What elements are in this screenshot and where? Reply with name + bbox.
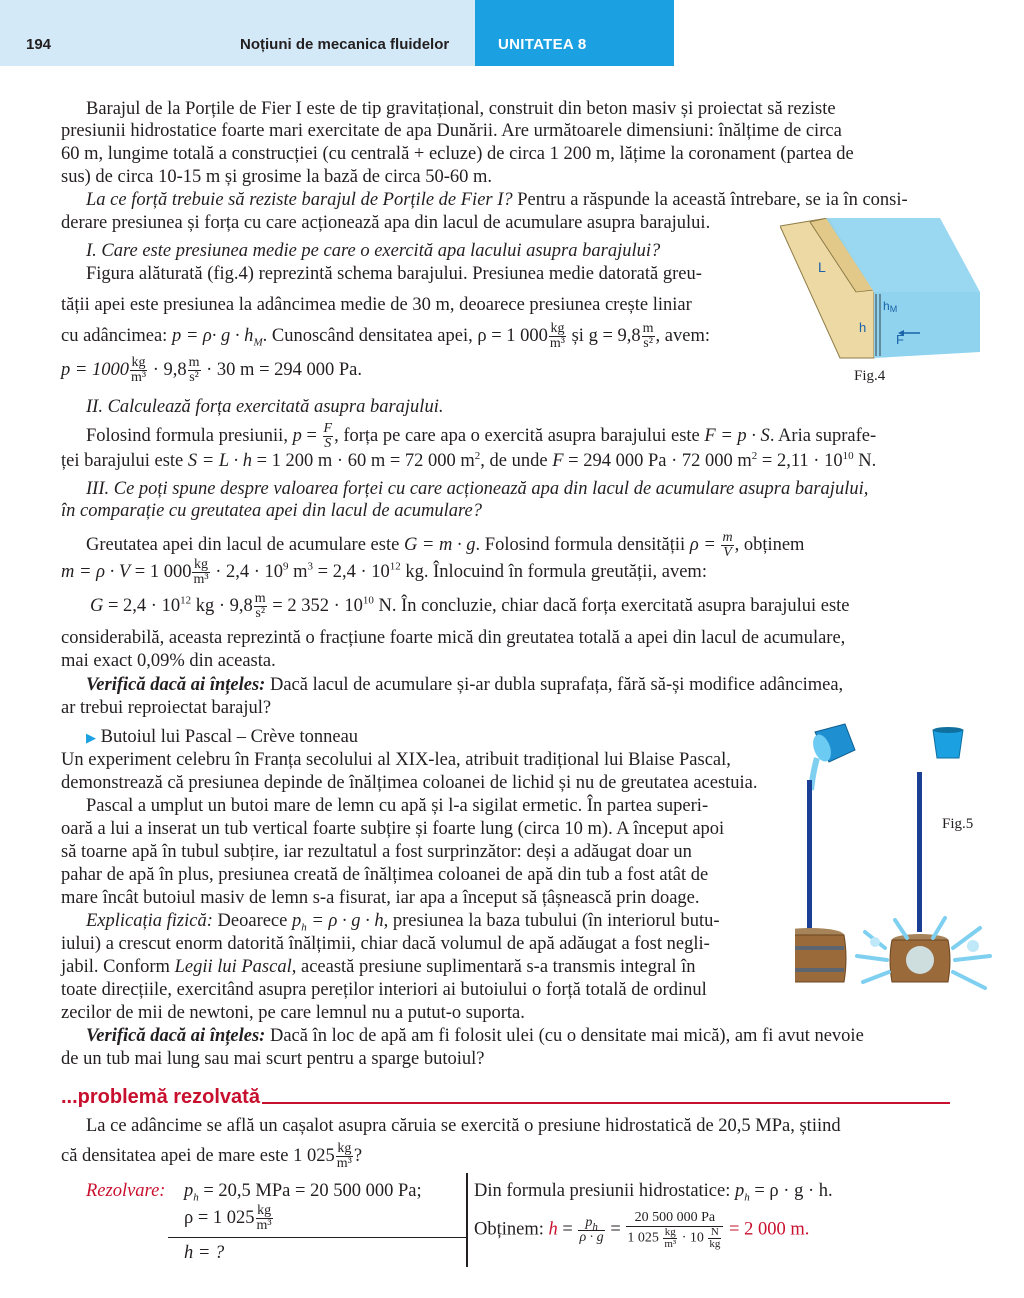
text-line: mare încât butoiul masiv de lemn s-a fisurat, iar apa a început să țâșnească prin doage. bbox=[61, 888, 700, 908]
text-line: cu adâncimea: $p = \rho\cdot g \cdot h_M$. Cunoscând densitatea apei, ρ = 1 000 $\frac{kg}{\text{m³}}$ și g = 9,8 $\frac{m}{\text{s²}}$ , avem: bbox=[61, 321, 710, 351]
check-question-1: Verifică dacă ai înțeles: Dacă lacul de acumulare și-ar dubla suprafața, fără să-și modifice adâncimea, bbox=[86, 675, 844, 695]
text-line: ței barajului este S = L · h = 1 200 m · 60 m = 72 000 $m^2$, de unde F = 294 000 Pa · 72 000 $m^2 = 2,11 \cdot 10^{10}$ N. bbox=[61, 449, 877, 471]
text-line: în comparație cu greutatea apei din lacul de acumulare? bbox=[61, 501, 482, 521]
page-number: 194 bbox=[26, 36, 52, 53]
text-line: Explicația fizică: Deoarece $p_h = \rho \cdot g \cdot h$, presiunea la baza tubului (în interiorul butu- bbox=[86, 911, 720, 934]
text-line: iului) a crescut enorm datorită înălțimii, chiar dacă volumul de apă adăugat a fost negli- bbox=[61, 934, 710, 954]
solution-line-2: Obținem: h = $\frac{p_h}{\rho \cdot g}$ = 20 500 000 Pa 1 025 $\frac{kg}{\text{m³}}$ · 10 $\frac{N}{kg}$ = 2 000 m. bbox=[474, 1210, 810, 1250]
text-line: ar trebui reproiectat barajul? bbox=[61, 698, 272, 718]
formula-line: p = 1000 $\frac{kg}{\text{m³}}$ · 9,8 $\frac{m}{\text{s²}}$ · 30 m = 294 000 Pa. bbox=[61, 355, 362, 385]
text-line: La ce forță trebuie să reziste barajul de Porțile de Fier I? Pentru a răspunde la această întrebare, se ia în consi- bbox=[86, 190, 908, 210]
fig4-label-h: h bbox=[859, 320, 867, 335]
text-line: m = ρ · V = 1 000 $\frac{kg}{\text{m³}}$ · $2,4 \cdot 10^9$ $m^3 = 2,4 \cdot 10^{12}$ kg. Înlocuind în formula greutății, avem: bbox=[61, 557, 707, 587]
question-2: II. Calculează forța exercitată asupra barajului. bbox=[86, 397, 444, 417]
fig4-caption: Fig.4 bbox=[854, 368, 886, 384]
text-line: pahar de apă în plus, presiunea creată de înălțimea coloanei de apă din tub a fost atât de bbox=[61, 865, 709, 885]
solution-line-1: Din formula presiunii hidrostatice: $p_h = \rho \cdot g \cdot h$. bbox=[474, 1181, 833, 1204]
fig5-caption: Fig.5 bbox=[942, 816, 974, 832]
fig4-label-L: L bbox=[818, 259, 826, 275]
fraction: $\frac{kg}{\text{m³}}$ bbox=[549, 321, 565, 351]
problem-text: că densitatea apei de mare este 1 025 $\frac{kg}{\text{m³}}$ ? bbox=[61, 1141, 363, 1171]
solution-label: Rezolvare: bbox=[86, 1181, 166, 1201]
given-1: $p_h = 20,5$ MPa = 20 500 000 Pa; bbox=[184, 1181, 422, 1204]
unit-band bbox=[475, 0, 674, 66]
header-band bbox=[0, 0, 475, 66]
text-line: Barajul de la Porțile de Fier I este de tip gravitațional, construit din beton masiv și proiectat să reziste bbox=[86, 99, 836, 119]
section-title: ...problemă rezolvată bbox=[61, 1086, 260, 1108]
question-1: I. Care este presiunea medie pe care o exercită apa lacului asupra barajului? bbox=[86, 241, 661, 261]
text-line: să toarne apă în tubul subțire, iar rezultatul a fost surprinzător: deși a adăugat doar un bbox=[61, 842, 692, 862]
solution-divider bbox=[466, 1173, 468, 1267]
text-line: considerabilă, aceasta reprezintă o fracțiune foarte mică din greutatea totală a apei din lacul de acumulare, bbox=[61, 628, 846, 648]
text-line: 60 m, lungime totală a construcției (cu centrală + ecluze) de circa 1 200 m, lățime la coronament (partea de bbox=[61, 144, 854, 164]
formula-line: $G = 2,4 \cdot 10^{12}$ kg · 9,8 $\frac{m}{\text{s²}}$ = 2 $352 \cdot 10^{10}$ N. În concluzie, chiar dacă forța exercitată asupra barajului este bbox=[90, 591, 850, 621]
bucket-icon bbox=[933, 727, 963, 758]
question-3: III. Ce poți spune despre valoarea forței cu care acționează apa din lacul de acumulare asupra barajului, bbox=[86, 479, 869, 499]
dam-figure bbox=[780, 218, 980, 364]
given-divider bbox=[168, 1237, 466, 1238]
fig4-label-hM: hM bbox=[883, 299, 898, 314]
text-line: zecilor de mii de newtoni, pe care lemnul nu a putut-o suporta. bbox=[61, 1003, 525, 1023]
given-2: ρ = 1 025 $\frac{kg}{\text{m³}}$ bbox=[184, 1203, 272, 1233]
unknown: h = ? bbox=[184, 1243, 225, 1263]
section-rule bbox=[262, 1102, 950, 1104]
text-line: sus) de circa 10-15 m și grosime la bază de circa 50-60 m. bbox=[61, 167, 493, 187]
bucket-pouring-icon bbox=[810, 724, 855, 790]
text-line: presiunii hidrostatice foarte mari exercitate de apa Dunării. Are următoarele dimensiuni: înălțime de circa bbox=[61, 121, 842, 141]
text-line: Figura alăturată (fig.4) reprezintă schema barajului. Presiunea medie datorată greu- bbox=[86, 264, 702, 284]
problem-text: La ce adâncime se află un cașalot asupra căruia se exercită o presiune hidrostatică de 20,5 MPa, știind bbox=[86, 1116, 841, 1136]
text-line: Un experiment celebru în Franța secolului al XIX-lea, atribuit tradițional lui Blaise Pascal, bbox=[61, 750, 731, 770]
text-line: Folosind formula presiunii, p = $\frac{F}{S}$ , forța pe care apa o exercită asupra barajului este F = p · S. Aria suprafe- bbox=[86, 421, 877, 451]
text-line: mai exact 0,09% din aceasta. bbox=[61, 651, 276, 671]
text-line: tății apei este presiunea la adâncimea medie de 30 m, deoarece presiunea crește liniar bbox=[61, 295, 692, 315]
chapter-title: Noțiuni de mecanica fluidelor bbox=[240, 36, 450, 53]
text-line: Pascal a umplut un butoi mare de lemn cu apă și l-a sigilat ermetic. În partea superi- bbox=[86, 796, 709, 816]
pascal-heading: ▶ Butoiul lui Pascal – Crève tonneau bbox=[86, 727, 359, 747]
unit-label: UNITATEA 8 bbox=[498, 36, 587, 53]
text-line: demonstrează că presiunea depinde de înălțimea coloanei de lichid și nu de greutatea acestuia. bbox=[61, 773, 758, 793]
pascal-barrel-figure bbox=[795, 720, 995, 1000]
text-line: toate direcțiile, exercitând asupra pereților interiori ai butoiului o forță totală de ordinul bbox=[61, 980, 707, 1000]
text-line: oară a lui a inserat un tub vertical foarte subțire și foarte lung (circa 10 m). A început apoi bbox=[61, 819, 725, 839]
fraction: $\frac{m}{\text{s²}}$ bbox=[642, 321, 654, 351]
text-line: derare presiunea și forța cu care acționează apa din lacul de acumulare asupra barajului. bbox=[61, 213, 711, 233]
text-line: de un tub mai lung sau mai scurt pentru a sparge butoiul? bbox=[61, 1049, 485, 1069]
fig4-label-F: F bbox=[896, 332, 904, 347]
check-question-2: Verifică dacă ai înțeles: Dacă în loc de apă am fi folosit ulei (cu o densitate mai mică), am fi avut nevoie bbox=[86, 1026, 864, 1046]
text-line: jabil. Conform Legii lui Pascal, această presiune suplimentară s-a transmis integral în bbox=[61, 957, 696, 977]
text-line: Greutatea apei din lacul de acumulare este G = m · g. Folosind formula densității ρ = $\frac{m}{V}$ , obținem bbox=[86, 530, 805, 560]
triangle-bullet-icon: ▶ bbox=[86, 730, 96, 745]
barrel-bursting-icon bbox=[857, 918, 990, 988]
barrel-left-icon bbox=[795, 928, 846, 982]
